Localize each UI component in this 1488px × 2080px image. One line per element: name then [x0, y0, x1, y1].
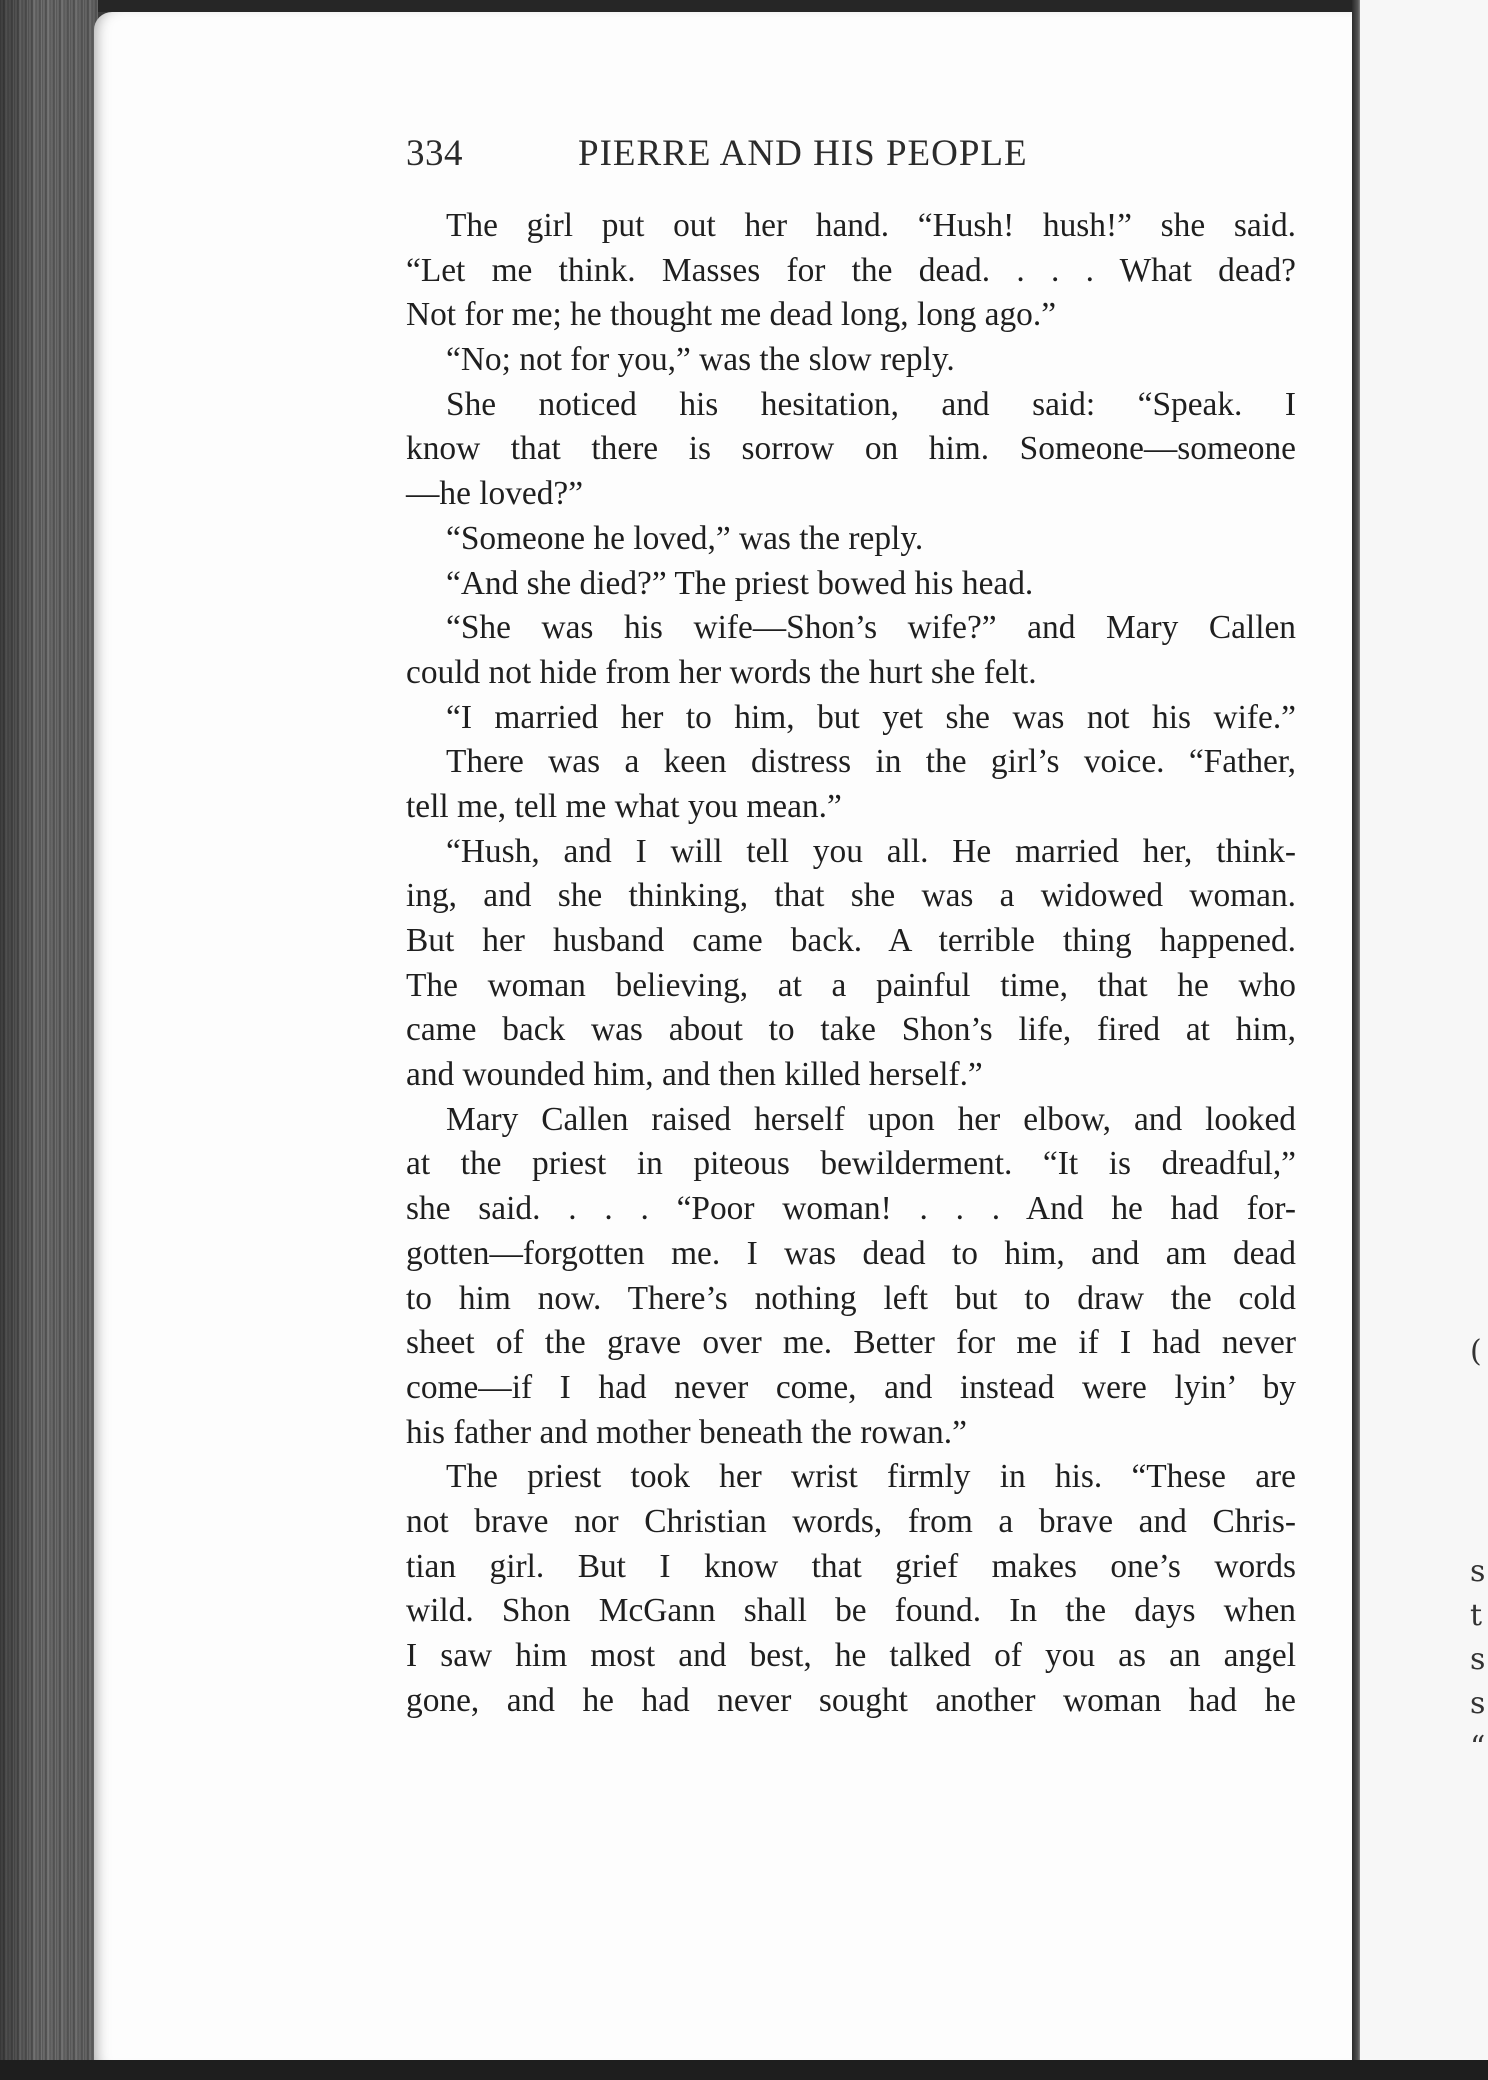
body-text	[406, 204, 1296, 1723]
text-line: at the priest in piteous bewilderment. “It is dreadful,”	[406, 1145, 1296, 1183]
next-page-sliver	[1360, 0, 1488, 2080]
text-line: But her husband came back. A terrible thing happened.	[406, 922, 1296, 959]
top-shadow	[0, 0, 1360, 12]
text-line: Not for me; he thought me dead long, long ago.”	[406, 296, 1057, 334]
text-line: “Hush, and I will tell you all. He married her, think-	[446, 832, 1296, 870]
text-line: to him now. There’s nothing left but to draw the cold	[406, 1279, 1296, 1317]
text-line: The girl put out her hand. “Hush! hush!” she said.	[446, 207, 1296, 244]
text-line: tian girl. But I know that grief makes one’s words	[406, 1547, 1296, 1585]
text-line: “Someone he loved,” was the reply.	[446, 519, 924, 557]
text-line: came back was about to take Shon’s life, fired at him,	[406, 1011, 1296, 1049]
text-line: gone, and he had never sought another woman had he	[406, 1681, 1296, 1719]
text-line: Mary Callen raised herself upon her elbow, and looked	[446, 1100, 1296, 1138]
next-page-edge-text: ( s t s s “	[1470, 1334, 1486, 1765]
book-fore-edge	[0, 0, 98, 2080]
text-line: tell me, tell me what you mean.”	[406, 787, 842, 825]
text-line: sheet of the grave over me. Better for me if I had never	[406, 1324, 1296, 1362]
text-line: The priest took her wrist firmly in his. “These are	[446, 1458, 1296, 1496]
text-line: she said. . . . “Poor woman! . . . And he had for-	[406, 1190, 1296, 1228]
text-line: gotten—forgotten me. I was dead to him, and am dead	[406, 1234, 1296, 1272]
text-line: “And she died?” The priest bowed his head.	[446, 564, 1034, 602]
text-line: There was a keen distress in the girl’s voice. “Father,	[446, 743, 1296, 781]
text-line: The woman believing, at a painful time, that he who	[406, 966, 1296, 1004]
text-line: and wounded him, and then killed herself.”	[406, 1056, 983, 1094]
text-line: I saw him most and best, he talked of you as an angel	[406, 1637, 1296, 1674]
text-line: She noticed his hesitation, and said: “Speak. I	[446, 385, 1296, 423]
text-line: “She was his wife—Shon’s wife?” and Mary Callen	[446, 609, 1296, 647]
page-number: 334	[406, 133, 463, 174]
text-line: know that there is sorrow on him. Someone—someone	[406, 430, 1296, 468]
text-line: come—if I had never come, and instead were lyin’ by	[406, 1368, 1296, 1406]
text-line: “No; not for you,” was the slow reply.	[446, 341, 955, 379]
text-line: could not hide from her words the hurt she felt.	[406, 653, 1037, 691]
text-line: —he loved?”	[406, 475, 584, 513]
text-line: “I married her to him, but yet she was not his wife.”	[446, 698, 1296, 736]
running-head-title: PIERRE AND HIS PEOPLE	[578, 133, 1028, 174]
text-line: “Let me think. Masses for the dead. . . . What dead?	[406, 251, 1296, 289]
text-line: not brave nor Christian words, from a brave and Chris-	[406, 1502, 1296, 1540]
text-line: wild. Shon McGann shall be found. In the days when	[406, 1592, 1296, 1630]
text-line: ing, and she thinking, that she was a widowed woman.	[406, 877, 1296, 915]
bottom-shadow	[0, 2060, 1488, 2080]
text-line: his father and mother beneath the rowan.”	[406, 1413, 967, 1451]
running-head	[406, 132, 1296, 182]
